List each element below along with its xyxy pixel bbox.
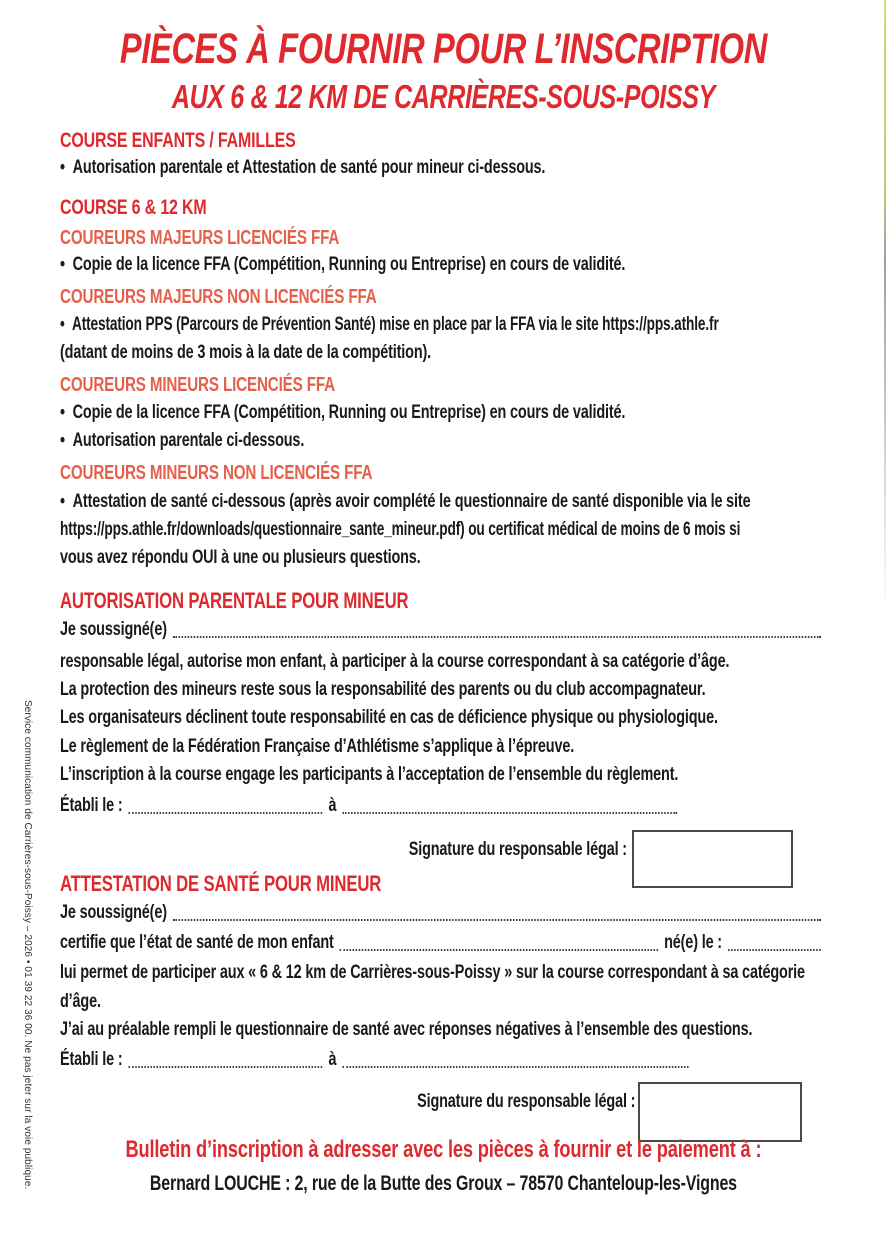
- subheading-mineurs-non-licencies: COUREURS MINEURS NON LICENCIÉS FFA: [60, 462, 373, 484]
- paragraph-line: vous avez répondu OUI à une ou plusieurs questions.: [60, 547, 421, 568]
- paragraph-line: L’inscription à la course engage les participants à l’acceptation de l’ensemble du règlement.: [60, 764, 679, 785]
- page-subtitle: AUX 6 & 12 KM DE CARRIÈRES-SOUS-POISSY: [171, 78, 715, 115]
- fill-line-etabli: [60, 1048, 827, 1072]
- signature-box[interactable]: [638, 1082, 802, 1142]
- fill-line-label: à: [328, 1049, 337, 1070]
- dotted-field-name[interactable]: [173, 635, 821, 638]
- dotted-field-birthdate[interactable]: [728, 948, 821, 951]
- paragraph-line: Le règlement de la Fédération Française d’Athlétisme s’applique à l’épreuve.: [60, 736, 575, 757]
- dotted-field-place[interactable]: [342, 1065, 688, 1068]
- section-heading-enfants: COURSE ENFANTS / FAMILLES: [60, 129, 296, 152]
- page-edge-artifact: [884, 0, 886, 615]
- paragraph-line: La protection des mineurs reste sous la responsabilité des parents ou du club accompagnateur.: [60, 679, 706, 700]
- signature-label: Signature du responsable légal :: [417, 1091, 636, 1112]
- section-heading-course: COURSE 6 & 12 KM: [60, 196, 207, 219]
- paragraph-line: Les organisateurs déclinent toute responsabilité en cas de déficience physique ou physiologique.: [60, 707, 718, 728]
- fill-line-label: à: [328, 795, 337, 816]
- dotted-field-date[interactable]: [129, 1065, 323, 1068]
- fill-line-label: Établi le :: [60, 1049, 123, 1070]
- subheading-majeurs-licencies: COUREURS MAJEURS LICENCIÉS FFA: [60, 227, 340, 249]
- fill-line-label: Je soussigné(e): [60, 902, 167, 923]
- subheading-majeurs-non-licencies: COUREURS MAJEURS NON LICENCIÉS FFA: [60, 286, 377, 308]
- signature-label: Signature du responsable légal :: [408, 839, 627, 860]
- section-heading-attestation: ATTESTATION DE SANTÉ POUR MINEUR: [60, 871, 382, 896]
- fill-line-label: Je soussigné(e): [60, 619, 167, 640]
- fill-line-enfant: [60, 931, 827, 955]
- paragraph-line: responsable légal, autorise mon enfant, à participer à la course correspondant à sa catégorie d’âge.: [60, 651, 730, 672]
- fill-line-je-soussigne: [60, 901, 827, 925]
- bullet-item: • Attestation PPS (Parcours de Prévention Santé) mise en place par la FFA via le site https://pps.athle.fr: [60, 313, 827, 337]
- paragraph-line: (datant de moins de 3 mois à la date de la compétition).: [60, 342, 432, 363]
- footer-mailing-instruction: Bulletin d’inscription à adresser avec les pièces à fournir et le paiement à :: [125, 1136, 762, 1163]
- footer-mailing-address: Bernard LOUCHE : 2, rue de la Butte des Groux – 78570 Chanteloup-les-Vignes: [149, 1172, 737, 1195]
- sidebar-credit: Service communication de Carrières-sous-Poissy – 2026 • 01 39 22 36 00. Ne pas jeter sur la voie publique.: [22, 700, 33, 1190]
- page-title: PIÈCES À FOURNIR POUR L’INSCRIPTION: [119, 25, 767, 73]
- dotted-field-place[interactable]: [342, 811, 676, 814]
- fill-line-label: Établi le :: [60, 795, 123, 816]
- dotted-field-name[interactable]: [173, 918, 821, 921]
- paragraph-line: https://pps.athle.fr/downloads/questionnaire_sante_mineur.pdf) ou certificat médical de moins de 6 mois si: [60, 519, 741, 540]
- fill-line-label: certifie que l’état de santé de mon enfant: [60, 932, 334, 953]
- subheading-mineurs-licencies: COUREURS MINEURS LICENCIÉS FFA: [60, 374, 335, 396]
- bullet-item: • Autorisation parentale ci-dessous.: [60, 429, 827, 453]
- bullet-item: • Autorisation parentale et Attestation de santé pour mineur ci-dessous.: [60, 156, 827, 180]
- bullet-item: • Attestation de santé ci-dessous (après avoir complété le questionnaire de santé disponible via le site: [60, 490, 827, 514]
- fill-line-label: né(e) le :: [664, 932, 722, 953]
- fill-line-je-soussigne: [60, 618, 827, 642]
- section-heading-autorisation: AUTORISATION PARENTALE POUR MINEUR: [60, 588, 409, 613]
- paragraph-line: J’ai au préalable rempli le questionnaire de santé avec réponses négatives à l’ensemble des questions.: [60, 1019, 753, 1040]
- bullet-item: • Copie de la licence FFA (Compétition, Running ou Entreprise) en cours de validité.: [60, 253, 827, 277]
- dotted-field-date[interactable]: [129, 811, 323, 814]
- paragraph-line: d’âge.: [60, 991, 101, 1012]
- paragraph-line: lui permet de participer aux « 6 & 12 km de Carrières-sous-Poissy » sur la course correspondant à sa catégorie: [60, 962, 805, 983]
- bullet-item: • Copie de la licence FFA (Compétition, Running ou Entreprise) en cours de validité.: [60, 401, 827, 425]
- fill-line-etabli: [60, 794, 827, 818]
- dotted-field-child-name[interactable]: [340, 948, 658, 951]
